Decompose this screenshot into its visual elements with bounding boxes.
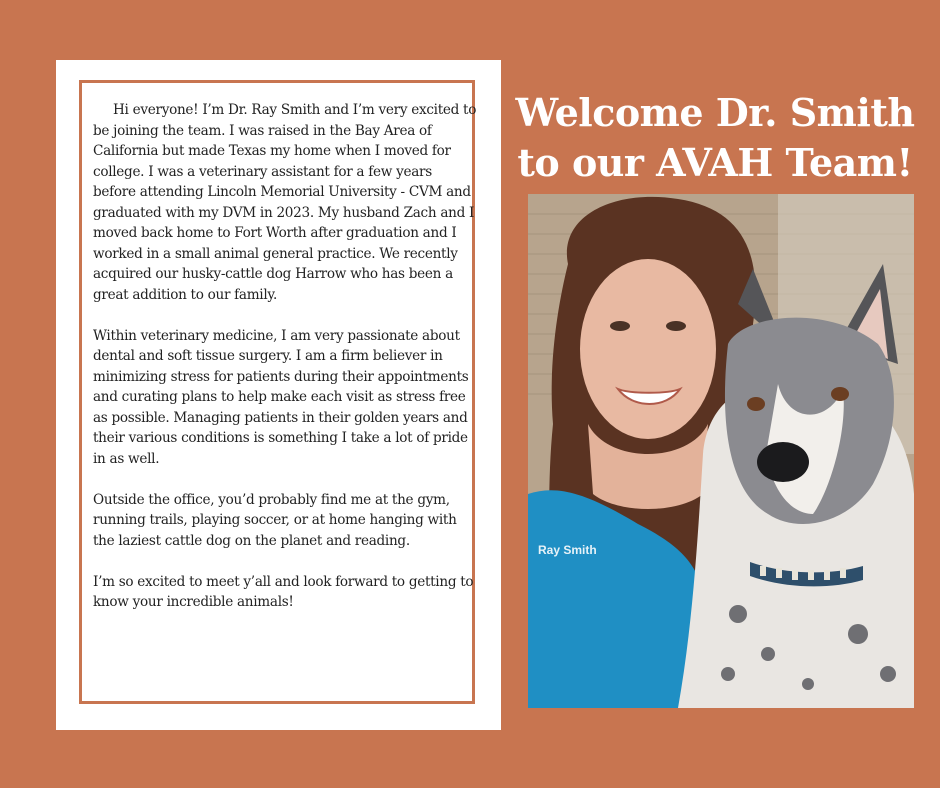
headline-line-2: to our AVAH Team! <box>517 140 913 185</box>
bio-paragraph-hobbies: Outside the office, you’d probably find me at the gym, running trails, playing soccer, or at home hanging with the laziest cattle dog on the planet and reading. <box>93 491 457 549</box>
right-eye <box>666 321 686 331</box>
doctor-with-dog-photo <box>528 194 914 708</box>
dog-right-eye <box>831 387 849 401</box>
left-eye <box>610 321 630 331</box>
bio-letter <box>93 100 478 633</box>
bio-paragraph-intro: Hi everyone! I’m Dr. Ray Smith and I’m very excited to be joining the team. I was raised in the Bay Area of California but made Texas my home when I moved for college. I was a veterinary assistant for a few years before attending Lincoln Memorial University - CVM and graduated with my DVM in 2023. My husband Zach and I moved back home to Fort Worth after graduation and I worked in a small animal general practice. We recently acquired our husky-cattle dog Harrow who has been a great addition to our family. <box>93 102 477 303</box>
headline-line-1: Welcome Dr. Smith <box>515 90 915 135</box>
dog-left-eye <box>747 397 765 411</box>
bio-card <box>56 60 501 730</box>
photo-illustration <box>528 194 914 708</box>
bio-paragraph-closing: I’m so excited to meet y’all and look forward to getting to know your incredible animals! <box>93 573 474 610</box>
welcome-headline <box>510 88 920 188</box>
dog-nose <box>757 442 809 482</box>
shirt-embroidery: Ray Smith <box>538 543 597 557</box>
face <box>580 259 716 439</box>
bio-paragraph-medicine: Within veterinary medicine, I am very passionate about dental and soft tissue surgery. I am a firm believer in minimizing stress for patients during their appointments and curating plans to help make each visit as stress free as possible. Managing patients in their golden years and their various conditions is something I take a lot of pride in as well. <box>93 327 469 467</box>
